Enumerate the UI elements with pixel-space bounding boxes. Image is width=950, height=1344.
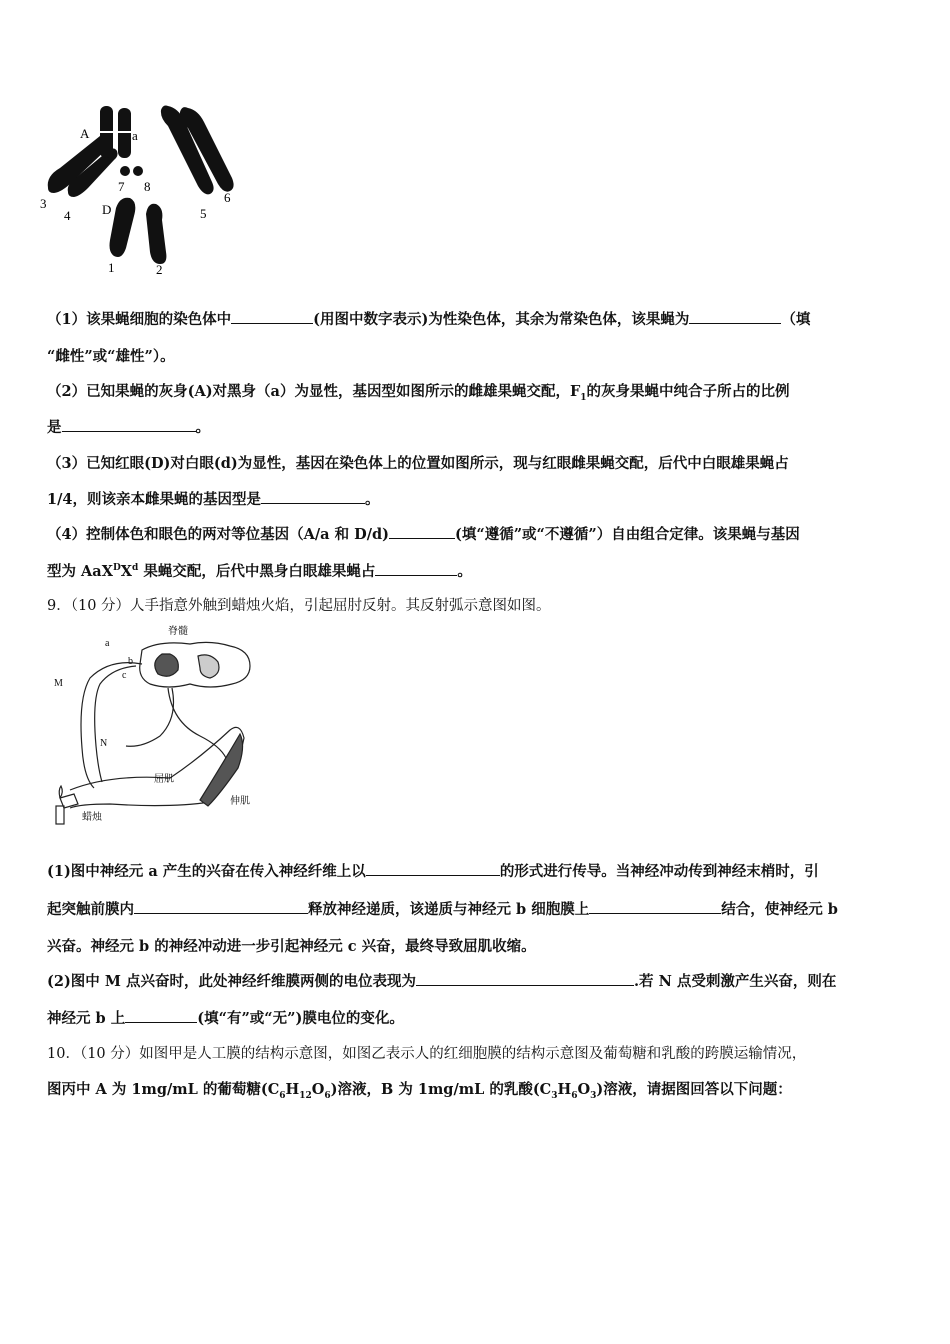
q10-sub: 3 (590, 1090, 597, 1101)
label-c: c (122, 670, 127, 681)
q8-p3-a: （3）已知红眼(D)对白眼(d)为显性，基因在染色体上的位置如图所示，现与红眼雌果蝇交配，后代中白眼雄果蝇占 (47, 455, 789, 472)
q8-p1-a: （1）该果蝇细胞的染色体中 (47, 311, 232, 328)
label-1: 1 (108, 260, 115, 275)
q8-p2-b: 的灰身果蝇中纯合子所占的比例 (586, 383, 790, 400)
q9-p1-c: 起突触前膜内 (47, 901, 134, 918)
q9-p2-a: (2)图中 M 点兴奋时，此处神经纤维膜两侧的电位表现为 (47, 973, 416, 990)
chromosome-figure (38, 96, 243, 281)
q8-part1-line2 (47, 346, 917, 368)
q8-part4-line2 (47, 561, 917, 583)
q9-part2-line2 (47, 1008, 917, 1030)
q8-p1-b: (用图中数字表示)为性染色体，其余为常染色体，该果蝇为 (313, 311, 690, 328)
reflex-arc-figure (50, 618, 275, 828)
q8-part1-line1 (47, 309, 917, 331)
label-N: N (100, 738, 108, 749)
answer-blank[interactable] (125, 1008, 197, 1023)
q8-p3-b: 1/4，则该亲本雌果蝇的基因型是 (47, 491, 261, 508)
q10-stem-e: )溶液，B 为 1mg/mL 的乳酸(C (330, 1081, 552, 1098)
chromosome-1 (110, 198, 136, 257)
q8-p2-sub: 1 (580, 392, 587, 403)
q8-part2-line1 (47, 381, 917, 403)
q9-part1-line3 (47, 936, 917, 958)
q10-stem-f: H (557, 1081, 572, 1098)
label-8: 8 (144, 179, 151, 194)
q10-sub: 6 (571, 1090, 578, 1101)
q9-p2-c: 神经元 b 上 (47, 1010, 126, 1027)
answer-blank[interactable] (416, 971, 634, 986)
label-6: 6 (224, 190, 231, 205)
q9-p1-e: 结合，使神经元 b (721, 901, 838, 918)
q9-stem-text: 人手指意外触到蜡烛火焰，引起屈肘反射。其反射弧示意图如图。 (130, 598, 551, 614)
q8-p4-e: 果蝇交配，后代中黑身白眼雄果蝇占 (138, 563, 376, 580)
answer-blank[interactable] (261, 489, 365, 504)
answer-blank[interactable] (375, 561, 457, 576)
q8-part2-line2 (47, 417, 917, 439)
q9-p1-d: 释放神经递质，该递质与神经元 b 细胞膜上 (308, 901, 590, 918)
q8-part3-line2 (47, 489, 917, 511)
q10-stem-line1 (47, 1043, 917, 1065)
label-spinal-cord: 脊髓 (168, 626, 188, 637)
q8-p4-d: X (120, 563, 133, 580)
label-2: 2 (156, 262, 163, 277)
q10-sub: 12 (299, 1090, 312, 1101)
q9-p1-a: (1)图中神经元 a 产生的兴奋在传入神经纤维上以 (47, 863, 366, 880)
label-M: M (54, 678, 63, 689)
q9-p2-d: (填“有”或“无”)膜电位的变化。 (197, 1010, 404, 1027)
q10-sub: 6 (324, 1090, 331, 1101)
q8-p1-d: “雌性”或“雄性”）。 (47, 348, 175, 365)
q8-p4-b: (填“遵循”或“不遵循”）自由组合定律。该果蝇与基因 (455, 526, 800, 543)
q8-p2-d: 。 (195, 419, 210, 436)
q8-p2-c: 是 (47, 419, 62, 436)
answer-blank[interactable] (62, 417, 196, 432)
q8-part3-line1 (47, 453, 917, 475)
q9-p2-b: .若 N 点受刺激产生兴奋，则在 (633, 973, 837, 990)
q8-p1-c: （填 (781, 311, 811, 328)
q8-p4-a: （4）控制体色和眼色的两对等位基因（A/a 和 D/d) (47, 526, 389, 543)
q9-part1-line2 (47, 899, 917, 921)
q10-stem-d: O (311, 1081, 325, 1098)
q9-stem (47, 595, 917, 617)
q8-p4-f: 。 (457, 563, 472, 580)
q10-stem-c: H (285, 1081, 300, 1098)
label-D: D (102, 202, 112, 217)
chromosome-7 (120, 166, 130, 176)
label-3: 3 (40, 196, 47, 211)
label-flexor: 屈肌 (154, 774, 174, 785)
chromosome-2 (146, 204, 166, 264)
q10-number: 10．（10 分） (47, 1046, 140, 1062)
q8-p2-a: （2）已知果蝇的灰身(A)对黑身（a）为显性，基因型如图所示的雌雄果蝇交配，F (47, 383, 581, 400)
q8-part4-line1 (47, 524, 917, 546)
q8-p3-c: 。 (364, 491, 380, 508)
answer-blank[interactable] (689, 309, 781, 324)
q8-p4-sup2: d (132, 563, 139, 574)
q9-part1-line1 (47, 861, 917, 883)
label-extensor: 伸肌 (230, 796, 250, 807)
q9-p1-b: 的形式进行传导。当神经冲动传到神经末梢时，引 (499, 863, 819, 880)
label-5: 5 (200, 206, 207, 221)
q10-stem-g: O (577, 1081, 591, 1098)
q10-stem-a: 如图甲是人工膜的结构示意图，如图乙表示人的红细胞膜的结构示意图及葡萄糖和乳酸的跨膜运输情况， (139, 1046, 807, 1062)
chromosome-8 (133, 166, 143, 176)
answer-blank[interactable] (134, 899, 308, 914)
label-candle: 蜡烛 (82, 812, 102, 823)
q9-p1-f: 兴奋。神经元 b 的神经冲动进一步引起神经元 c 兴奋，最终导致屈肌收缩。 (47, 938, 536, 955)
q10-sub: 3 (551, 1090, 558, 1101)
q9-part2-line1 (47, 971, 917, 993)
answer-blank[interactable] (366, 861, 500, 876)
q9-number: 9．（10 分） (47, 598, 131, 614)
label-a: a (132, 128, 138, 143)
answer-blank[interactable] (389, 524, 455, 539)
label-b: b (128, 656, 133, 667)
q8-p4-c: 型为 AaX (47, 563, 113, 580)
q10-stem-h: )溶液，请据图回答以下问题： (596, 1081, 792, 1098)
label-4: 4 (64, 208, 71, 223)
answer-blank[interactable] (231, 309, 313, 324)
label-A: A (80, 126, 90, 141)
answer-blank[interactable] (589, 899, 721, 914)
label-a: a (105, 638, 110, 649)
q10-stem-line2 (47, 1079, 917, 1101)
q10-stem-b: 图丙中 A 为 1mg/mL 的葡萄糖(C (47, 1081, 280, 1098)
q8-p4-sup1: D (112, 563, 121, 574)
label-7: 7 (118, 179, 125, 194)
q10-sub: 6 (279, 1090, 286, 1101)
